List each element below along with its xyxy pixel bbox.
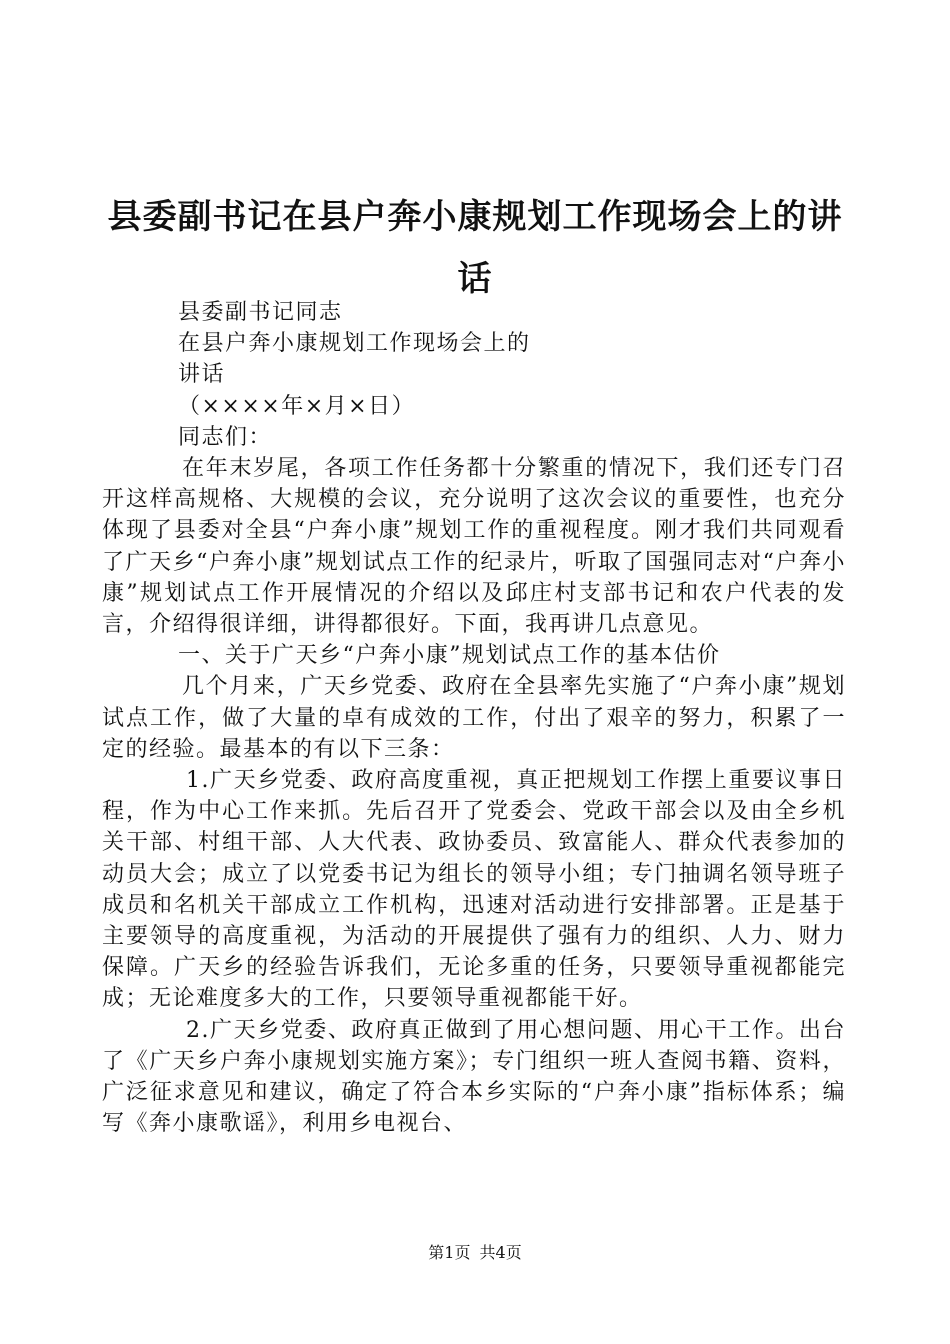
page-footer xyxy=(0,1243,950,1263)
document-body xyxy=(102,297,846,1139)
page-number: 第1页 xyxy=(428,1243,471,1262)
subtitle-line: 在县户奔小康规划工作现场会上的 xyxy=(178,331,531,357)
paragraph-summary: 几个月来，广天乡党委、政府在全县率先实施了“户奔小康”规划试点工作，做了大量的卓有成效的工作，付出了艰辛的努力，积累了一定的经验。最基本的有以下三条： xyxy=(102,674,846,762)
date-line: （××××年×月×日） xyxy=(178,393,416,419)
paragraph-point-2: 2.广天乡党委、政府真正做到了用心想问题、用心干工作。出台了《广天乡户奔小康规划实施方案》；专门组织一班人查阅书籍、资料，广泛征求意见和建议，确定了符合本乡实际的“户奔小康”指标体系；编写《奔小康歌谣》，利用乡电视台、 xyxy=(102,1017,846,1137)
section-heading-1: 一、关于广天乡“户奔小康”规划试点工作的基本估价 xyxy=(178,643,721,669)
paragraph-point-1: 1.广天乡党委、政府高度重视，真正把规划工作摆上重要议事日程，作为中心工作来抓。先后召开了党委会、党政干部会以及由全乡机关干部、村组干部、人大代表、政协委员、致富能人、群众代表参加的动员大会；成立了以党委书记为组长的领导小组；专门抽调名领导班子成员和名机关干部成立工作机构，迅速对活动进行安排部署。正是基于主要领导的高度重视，为活动的开展提供了强有力的组织、人力、财力保障。广天乡的经验告诉我们，无论多重的任务，只要领导重视都能完成；无论难度多大的工作，只要领导重视都能干好。 xyxy=(102,768,846,1012)
speaker-line: 县委副书记同志 xyxy=(178,300,343,325)
document-title: 县委副书记在县户奔小康规划工作现场会上的讲话 xyxy=(107,197,843,299)
subtitle-line-end: 讲话 xyxy=(178,362,226,388)
salutation: 同志们： xyxy=(178,424,273,450)
page-total: 共4页 xyxy=(479,1243,522,1262)
paragraph-opening: 在年末岁尾，各项工作任务都十分繁重的情况下，我们还专门召开这样高规格、大规模的会议，充分说明了这次会议的重要性，也充分体现了县委对全县“户奔小康”规划工作的重视程度。刚才我们共同观看了广天乡“户奔小康”规划试点工作的纪录片，听取了国强同志对“户奔小康”规划试点工作开展情况的介绍以及邱庄村支部书记和农户代表的发言，介绍得很详细，讲得都很好。下面，我再讲几点意见。 xyxy=(102,456,846,638)
